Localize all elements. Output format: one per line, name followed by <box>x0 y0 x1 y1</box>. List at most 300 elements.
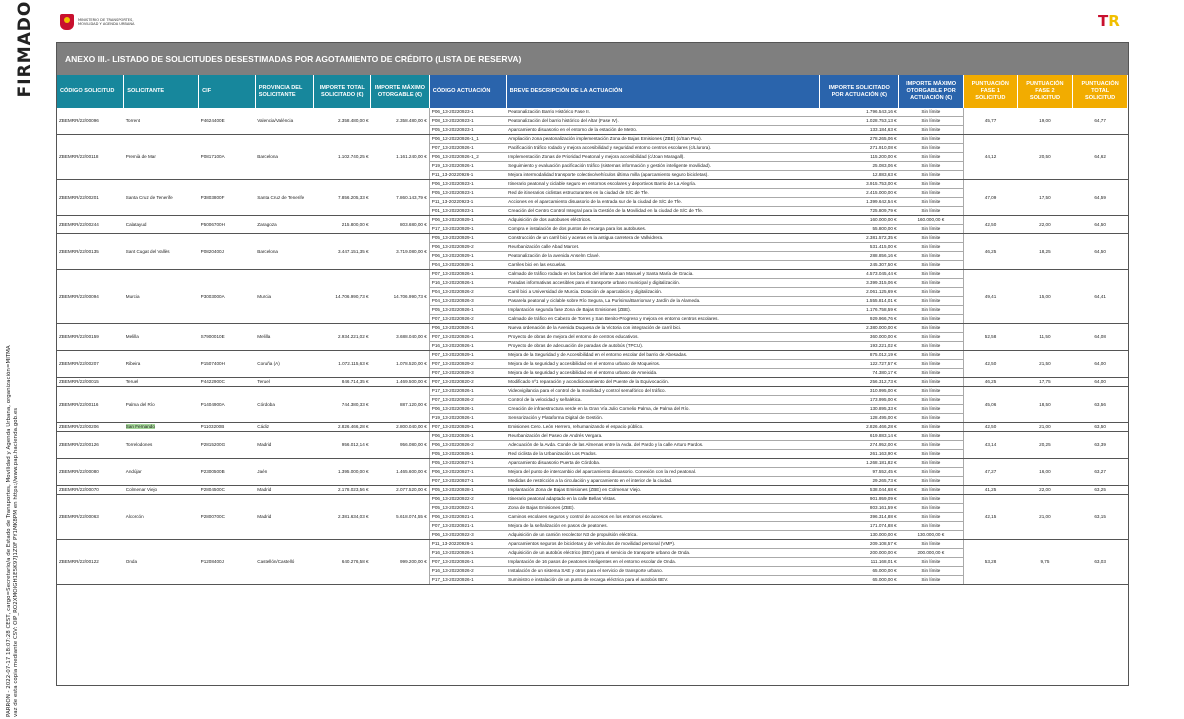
action-max-amount: Sin límite <box>899 450 964 459</box>
action-description: Pasarela peatonal y ciclable sobre Río Segura, La Purísima/Barriomar y Jardín de la Alameda. <box>506 297 820 306</box>
action-code: P05_13-20220923-1 <box>429 126 506 135</box>
action-description: Adecuación de la Avda. Conde de las Almenas entre la Avda. del Pardo y la calle Arturo Pardos. <box>506 441 820 450</box>
col-header: BREVE DESCRIPCIÓN DE LA ACTUACIÓN <box>506 75 820 108</box>
total-requested: 3.447.151,35 € <box>314 234 371 270</box>
action-description: Suministro e instalación de un punto de recarga eléctrica para el autobús BEV. <box>506 576 820 585</box>
score-total: 64,08 <box>1073 324 1128 351</box>
action-description: Adquisición de un camión recolector N3 de propulsión eléctrica. <box>506 531 820 540</box>
score-total: 64,77 <box>1073 108 1128 135</box>
action-requested-amount: 128.495,00 € <box>820 414 899 423</box>
action-max-amount: Sin límite <box>899 558 964 567</box>
action-code: P07_13-20220921-1 <box>429 522 506 531</box>
total-requested: 215.800,00 € <box>314 216 371 234</box>
col-header: PUNTUACIÓN TOTAL SOLICITUD <box>1073 75 1128 108</box>
action-max-amount: Sin límite <box>899 135 964 144</box>
action-code: P05_13-20220926-1 <box>429 450 506 459</box>
action-code: P05_13-20220922-1 <box>429 504 506 513</box>
action-code: P17_13-20220926-1 <box>429 387 506 396</box>
table-row <box>57 270 1128 279</box>
score-phase-1: 46,25 <box>963 378 1017 387</box>
score-phase-2: 20,25 <box>1017 432 1073 459</box>
action-max-amount: Sin límite <box>899 180 964 189</box>
total-requested: 640.276,58 € <box>314 540 371 585</box>
action-code: P05_13-20220929-1 <box>429 234 506 243</box>
action-code: P07_13-20220926-2 <box>429 396 506 405</box>
request-code: ZBEMRR/22/00118 <box>57 135 124 180</box>
action-max-amount: Sin límite <box>899 261 964 270</box>
table-row <box>57 423 1128 432</box>
applicant: Teruel <box>124 378 199 387</box>
action-requested-amount: 173.995,00 € <box>820 396 899 405</box>
ministry-name: MINISTERIO DE TRANSPORTES, MOVILIDAD Y AGENDA URBANA <box>78 18 135 26</box>
applicant: Onda <box>124 540 199 585</box>
action-max-amount: Sin límite <box>899 360 964 369</box>
cif: P4422900C <box>199 378 256 387</box>
cif: P0817100A <box>199 135 256 180</box>
action-max-amount: Sin límite <box>899 315 964 324</box>
request-code: ZBEMRR/22/00080 <box>57 459 124 486</box>
request-code: ZBEMRR/22/00126 <box>57 432 124 459</box>
action-requested-amount: 200.000,00 € <box>820 549 899 558</box>
col-header: IMPORTE TOTAL SOLICITADO (€) <box>314 75 371 108</box>
action-requested-amount: 929.966,76 € <box>820 315 899 324</box>
score-phase-1: 42,50 <box>963 351 1017 378</box>
table-row <box>57 180 1128 189</box>
action-code: P07_13-20220929-2 <box>429 360 506 369</box>
max-grantable: 3.719.080,00 € <box>371 234 430 270</box>
action-code: P06_12-20220926-1_1 <box>429 135 506 144</box>
action-description: Aparcamiento disuasorio en el entorno de la estación de Metro. <box>506 126 820 135</box>
action-requested-amount: 171.074,88 € <box>820 522 899 531</box>
action-max-amount: Sin límite <box>899 495 964 504</box>
recovery-plan-logo: TR <box>1098 12 1120 30</box>
action-description: Adquisición de dos autobuses eléctricos. <box>506 216 820 225</box>
cif: P2800700C <box>199 495 256 540</box>
action-max-amount: Sin límite <box>899 387 964 396</box>
action-code: P06_13-20220923-1 <box>429 108 506 117</box>
action-code: P07_13-20220929-1 <box>429 351 506 360</box>
col-header: PROVINCIA DEL SOLICITANTE <box>255 75 314 108</box>
request-code: ZBEMRR/22/00244 <box>57 216 124 234</box>
score-phase-2: 21,50 <box>1017 351 1073 378</box>
action-requested-amount: 1.176.758,59 € <box>820 306 899 315</box>
action-max-amount: Sin límite <box>899 243 964 252</box>
action-code: P05_13-20220926-1 <box>429 306 506 315</box>
province: Barcelona <box>255 135 314 180</box>
score-phase-2: 22,00 <box>1017 486 1073 495</box>
total-requested: 2.826.466,28 € <box>314 423 371 432</box>
cif: P5006700H <box>199 216 256 234</box>
action-description: Mejora de la señalización en pasos de peatones. <box>506 522 820 531</box>
action-requested-amount: 97.552,45 € <box>820 468 899 477</box>
action-code: P04_13-20220926-2 <box>429 288 506 297</box>
cif: P1404900A <box>199 387 256 423</box>
total-requested: 1.072.115,63 € <box>314 351 371 378</box>
col-header: CIF <box>199 75 256 108</box>
action-requested-amount: 1.399.642,54 € <box>820 198 899 207</box>
action-requested-amount: 74.380,17 € <box>820 369 899 378</box>
province: Valencia/València <box>255 108 314 135</box>
total-requested: 2.358.480,00 € <box>314 108 371 135</box>
score-total: 64,00 <box>1073 351 1128 378</box>
action-max-amount: Sin límite <box>899 414 964 423</box>
action-max-amount: Sin límite <box>899 198 964 207</box>
request-code: ZBEMRR/22/00096 <box>57 108 124 135</box>
action-description: Peatonalización de la avenida Anselm Clavé. <box>506 252 820 261</box>
action-description: Modificado nº1 reparación y acondicionamiento del Puente de la Equivocación. <box>506 378 820 387</box>
action-code: P06_13-20220929-1 <box>429 216 506 225</box>
action-max-amount: Sin límite <box>899 297 964 306</box>
action-max-amount: Sin límite <box>899 513 964 522</box>
action-code: P19_13-20220926-1 <box>429 414 506 423</box>
action-max-amount: Sin límite <box>899 441 964 450</box>
action-requested-amount: 256.312,73 € <box>820 378 899 387</box>
province: Castellón/Castelló <box>255 540 314 585</box>
score-phase-2: 16,00 <box>1017 459 1073 486</box>
action-description: Implantación Zona de Bajas Emisiones (ZBE) en Colmenar Viejo. <box>506 486 820 495</box>
action-code: P17_13-20220929-1 <box>429 225 506 234</box>
action-requested-amount: 2.061.125,69 € <box>820 288 899 297</box>
col-header: IMPORTE MÁXIMO OTORGABLE (€) <box>371 75 430 108</box>
applicant <box>124 423 199 432</box>
action-description: Carril bici a Universidad de Murcia. Dotación de aparcabicis y digitalización. <box>506 288 820 297</box>
action-description: Adquisición de un autobús eléctrico (BEV) para el servicio de transporte urbano de Onda. <box>506 549 820 558</box>
action-code: P11_13-20220926-1 <box>429 540 506 549</box>
action-description: Mejora de la seguridad y accesibilidad en el entorno urbano de Moqueiros. <box>506 360 820 369</box>
request-code: ZBEMRR/22/00094 <box>57 270 124 324</box>
total-requested: 1.102.740,25 € <box>314 135 371 180</box>
action-code: P11_13-20220926-1 <box>429 171 506 180</box>
action-description: Aparcamiento disuasorio Puerta de Córdoba. <box>506 459 820 468</box>
table-row <box>57 486 1128 495</box>
action-max-amount: Sin límite <box>899 171 964 180</box>
coat-of-arms-icon <box>60 14 74 30</box>
action-requested-amount: 133.184,63 € <box>820 126 899 135</box>
score-total: 64,41 <box>1073 270 1128 324</box>
action-description: Caminos escolares seguros y control de accesos en los entornos escolares. <box>506 513 820 522</box>
score-phase-2: 20,50 <box>1017 135 1073 180</box>
action-max-amount: Sin límite <box>899 333 964 342</box>
action-description: Creación del Centro Control Integral para la Gestión de la Movilidad en la ciudad de S/C de Tfe. <box>506 207 820 216</box>
action-code: P07_13-20220927-1 <box>429 477 506 486</box>
request-code: ZBEMRR/22/00122 <box>57 540 124 585</box>
action-code: P06_13-20220921-1 <box>429 513 506 522</box>
province: Barcelona <box>255 234 314 270</box>
action-code: P06_13-20220929-2 <box>429 243 506 252</box>
max-grantable: 1.465.600,00 € <box>371 459 430 486</box>
action-requested-amount: 115.200,00 € <box>820 153 899 162</box>
action-max-amount: Sin límite <box>899 576 964 585</box>
col-header: CÓDIGO ACTUACIÓN <box>429 75 506 108</box>
action-description: Zona de Bajas Emisiones (ZBE). <box>506 504 820 513</box>
action-code: P07_13-20220926-2 <box>429 315 506 324</box>
action-max-amount: Sin límite <box>899 126 964 135</box>
score-total: 63,15 <box>1073 495 1128 540</box>
table-row <box>57 378 1128 387</box>
action-max-amount: Sin límite <box>899 270 964 279</box>
score-total: 63,27 <box>1073 459 1128 486</box>
action-requested-amount: 803.161,59 € <box>820 504 899 513</box>
action-requested-amount: 261.163,90 € <box>820 450 899 459</box>
action-code: P06_13-20220922-2 <box>429 495 506 504</box>
action-requested-amount: 12.883,63 € <box>820 171 899 180</box>
applicant: Melilla <box>124 324 199 351</box>
action-requested-amount: 396.314,88 € <box>820 513 899 522</box>
action-requested-amount: 4.573.045,44 € <box>820 270 899 279</box>
request-code: ZBEMRR/22/00015 <box>57 378 124 387</box>
applicant: Palma del Río <box>124 387 199 423</box>
table-row <box>57 540 1128 549</box>
action-requested-amount: 2.380.000,00 € <box>820 324 899 333</box>
action-max-amount: Sin límite <box>899 504 964 513</box>
action-description: Implantación segunda fase Zona de Bajas Emisiones (ZBE). <box>506 306 820 315</box>
applicant: Torrent <box>124 108 199 135</box>
action-requested-amount: 725.809,79 € <box>820 207 899 216</box>
request-code: ZBEMRR/22/00201 <box>57 180 124 216</box>
max-grantable: 2.800.040,00 € <box>371 423 430 432</box>
action-max-amount: Sin límite <box>899 234 964 243</box>
action-requested-amount: 2.826.466,28 € <box>820 423 899 432</box>
score-phase-2: 17,50 <box>1017 180 1073 216</box>
action-max-amount: Sin límite <box>899 567 964 576</box>
cif: P4624400E <box>199 108 256 135</box>
action-description: Proyecto de obras de adecuación de paradas de autobús (TPCU). <box>506 342 820 351</box>
table-row <box>57 351 1128 360</box>
action-requested-amount: 29.265,73 € <box>820 477 899 486</box>
action-requested-amount: 65.000,00 € <box>820 576 899 585</box>
action-code: P06_13-20220926-1 <box>429 324 506 333</box>
action-max-amount: Sin límite <box>899 189 964 198</box>
action-code: P05_13-20220928-1 <box>429 486 506 495</box>
max-grantable: 803.680,00 € <box>371 216 430 234</box>
score-phase-1: 41,25 <box>963 486 1017 495</box>
action-code: P05_13-20220927-1 <box>429 459 506 468</box>
score-total: 64,59 <box>1073 180 1128 216</box>
applicant: Alcorcón <box>124 495 199 540</box>
table-row <box>57 459 1128 468</box>
request-code: ZBEMRR/22/00207 <box>57 351 124 378</box>
ministry-logo <box>60 14 138 30</box>
action-description: Mejora intermodalidad transporte colectivo/vehículos última milla (aparcamiento seguro bicicletas). <box>506 171 820 180</box>
score-total: 64,50 <box>1073 216 1128 234</box>
table-row <box>57 387 1128 396</box>
action-description: Mejora de la Seguridad y de Accesibilidad en el entorno escolar del barrio de Abesadas. <box>506 351 820 360</box>
action-max-amount: Sin límite <box>899 432 964 441</box>
action-max-amount: Sin límite <box>899 405 964 414</box>
score-phase-2: 21,00 <box>1017 495 1073 540</box>
action-code: P06_13-20220922-3 <box>429 531 506 540</box>
action-requested-amount: 111.168,01 € <box>820 558 899 567</box>
action-max-amount: Sin límite <box>899 369 964 378</box>
action-code: P16_13-20220926-1 <box>429 549 506 558</box>
action-requested-amount: 274.952,00 € <box>820 441 899 450</box>
score-phase-1: 44,12 <box>963 135 1017 180</box>
total-requested: 2.381.634,03 € <box>314 495 371 540</box>
score-phase-1: 49,41 <box>963 270 1017 324</box>
cif: P3003000A <box>199 270 256 324</box>
province: Coruña (A) <box>255 351 314 378</box>
action-requested-amount: 2.381.572,35 € <box>820 234 899 243</box>
action-description: Red de itinerarios ciclistas estructurantes en la ciudad de S/C de Tfe. <box>506 189 820 198</box>
action-max-amount: Sin límite <box>899 288 964 297</box>
action-requested-amount: 130.000,00 € <box>820 531 899 540</box>
action-requested-amount: 25.083,06 € <box>820 162 899 171</box>
province: Jaén <box>255 459 314 486</box>
action-requested-amount: 193.221,02 € <box>820 342 899 351</box>
max-grantable: 956.080,00 € <box>371 432 430 459</box>
action-description: Nueva ordenación de la Avenida Duquesa de la Victoria con integración de carril bici. <box>506 324 820 333</box>
cif: P2815200G <box>199 432 256 459</box>
score-phase-2: 17,75 <box>1017 378 1073 387</box>
applicant: Premià de Mar <box>124 135 199 180</box>
score-phase-1: 46,25 <box>963 234 1017 270</box>
action-requested-amount: 65.000,00 € <box>820 567 899 576</box>
total-requested: 7.856.205,33 € <box>314 180 371 216</box>
action-description: Aparcamientos seguros de bicicletas y de vehículos de movilidad personal (VMP). <box>506 540 820 549</box>
province: Madrid <box>255 495 314 540</box>
applicant: Ribeira <box>124 351 199 378</box>
col-header: PUNTUACIÓN FASE 1 SOLICITUD <box>963 75 1017 108</box>
action-requested-amount: 1.028.753,13 € <box>820 117 899 126</box>
action-max-amount: Sin límite <box>899 342 964 351</box>
province: Santa Cruz de Tenerife <box>255 180 314 216</box>
action-requested-amount: 288.856,16 € <box>820 252 899 261</box>
action-code: P07_13-20220929-3 <box>429 369 506 378</box>
score-phase-1: 47,09 <box>963 180 1017 216</box>
action-max-amount: Sin límite <box>899 351 964 360</box>
action-requested-amount: 875.012,19 € <box>820 351 899 360</box>
score-total: 63,39 <box>1073 432 1128 459</box>
score-phase-1: 53,28 <box>963 540 1017 585</box>
score-phase-2: 15,00 <box>1017 270 1073 324</box>
action-description: Medidas de restricción a la circulación y aparcamiento en el interior de la ciudad. <box>506 477 820 486</box>
action-requested-amount: 160.000,00 € <box>820 216 899 225</box>
total-requested: 14.706.990,73 € <box>314 270 371 324</box>
score-total: 63,03 <box>1073 540 1128 585</box>
action-max-amount: Sin límite <box>899 225 964 234</box>
table-row <box>57 234 1128 243</box>
col-header: PUNTUACIÓN FASE 2 SOLICITUD <box>1017 75 1073 108</box>
score-phase-1: 47,27 <box>963 459 1017 486</box>
province: Murcia <box>255 270 314 324</box>
request-code: ZBEMRR/22/00116 <box>57 387 124 423</box>
request-code: ZBEMRR/22/00070 <box>57 486 124 495</box>
action-max-amount: Sin límite <box>899 279 964 288</box>
province: Córdoba <box>255 387 314 423</box>
action-description: Calmado de tráfico en Cabezo de Torres y San Benito-Progreso y mejora en entorno centros escolares. <box>506 315 820 324</box>
action-requested-amount: 531.415,00 € <box>820 243 899 252</box>
action-description: Red ciclista de la Urbanización Los Prados. <box>506 450 820 459</box>
action-requested-amount: 1.268.181,82 € <box>820 459 899 468</box>
table-row <box>57 324 1128 333</box>
action-description: Mejora de la seguridad y accesibilidad en el entorno urbano de Ameixida. <box>506 369 820 378</box>
action-max-amount: Sin límite <box>899 117 964 126</box>
request-code: ZBEMRR/22/00135 <box>57 234 124 270</box>
verification-line: vaz de esta copia mediante CSV: OIP_RO2XMOIGH1E5K97J1Z0F PY1MK8PM en https://www.pap.hacienda.gob.es <box>13 407 19 717</box>
request-code: ZBEMRR/22/00063 <box>57 495 124 540</box>
action-requested-amount: 278.265,06 € <box>820 135 899 144</box>
signature-stamp: FIRMADO <box>15 0 35 98</box>
total-requested: 956.012,14 € <box>314 432 371 459</box>
action-max-amount: Sin límite <box>899 486 964 495</box>
max-grantable: 1.469.500,00 € <box>371 378 430 387</box>
action-description: Peatonalización Barrio Histórico Fase II. <box>506 108 820 117</box>
province: Madrid <box>255 486 314 495</box>
action-code: P06_13-20220926-1_2 <box>429 153 506 162</box>
applicant: Torrelodones <box>124 432 199 459</box>
action-description: Itinerario peatonal adaptado en la calle Bellas Vistas. <box>506 495 820 504</box>
action-max-amount: Sin límite <box>899 522 964 531</box>
signature-verification-text <box>0 295 26 719</box>
action-max-amount: Sin límite <box>899 108 964 117</box>
score-total: 63,50 <box>1073 423 1128 432</box>
action-requested-amount: 1.555.814,01 € <box>820 297 899 306</box>
action-description: Proyecto de obras de mejora del entorno de centros educativos. <box>506 333 820 342</box>
action-requested-amount: 122.727,57 € <box>820 360 899 369</box>
action-description: Reurbanización del Paseo de Andrés Vergara. <box>506 432 820 441</box>
document-table-frame <box>56 42 1129 686</box>
max-grantable: 887.120,00 € <box>371 387 430 423</box>
action-code: P04_13-20220926-3 <box>429 297 506 306</box>
score-phase-2: 19,00 <box>1017 108 1073 135</box>
province: Madrid <box>255 432 314 459</box>
total-requested: 2.178.023,56 € <box>314 486 371 495</box>
action-code: P19_13-20220926-1 <box>429 162 506 171</box>
action-description: Calmado de tráfico rodado en los barrios del infante Juan Manuel y Santa María de Gracia. <box>506 270 820 279</box>
action-description: Implantación de 16 pasos de peatones inteligentes en el entorno escolar de Onda. <box>506 558 820 567</box>
action-requested-amount: 245.307,50 € <box>820 261 899 270</box>
action-max-amount: Sin límite <box>899 252 964 261</box>
action-code: P07_13-20220926-1 <box>429 144 506 153</box>
action-description: Pacificación tráfico rodado y mejora accesibilidad y seguridad entorno centros escolares (c/Llurora). <box>506 144 820 153</box>
action-max-amount: Sin límite <box>899 144 964 153</box>
applicant: Santa Cruz de Tenerife <box>124 180 199 216</box>
action-requested-amount: 901.959,09 € <box>820 495 899 504</box>
max-grantable: 3.688.040,00 € <box>371 324 430 351</box>
province: Teruel <box>255 378 314 387</box>
score-phase-1: 43,14 <box>963 432 1017 459</box>
action-max-amount: Sin límite <box>899 396 964 405</box>
action-max-amount: 200.000,00 € <box>899 549 964 558</box>
score-phase-2: 21,00 <box>1017 423 1073 432</box>
max-grantable: 7.860.143,79 € <box>371 180 430 216</box>
action-max-amount: Sin límite <box>899 423 964 432</box>
score-phase-1: 45,77 <box>963 108 1017 135</box>
action-requested-amount: 1.796.543,16 € <box>820 108 899 117</box>
request-code: ZBEMRR/22/00159 <box>57 324 124 351</box>
action-description: Mejora del punto de intercambio del aparcamiento disuasorio. Conexión con la red peatonal. <box>506 468 820 477</box>
score-phase-2: 11,50 <box>1017 324 1073 351</box>
province: Zaragoza <box>255 216 314 234</box>
action-max-amount: Sin límite <box>899 459 964 468</box>
action-code: P06_13-20220929-1 <box>429 252 506 261</box>
col-header: SOLICITANTE <box>124 75 199 108</box>
action-description: Creación de infraestructura verde en la Gran Vía Julio Cornelio Palma, de Palma del Río. <box>506 405 820 414</box>
action-code: P06_13-20220926-1 <box>429 405 506 414</box>
cif: P1103200B <box>199 423 256 432</box>
score-phase-2: 9,75 <box>1017 540 1073 585</box>
action-max-amount: Sin límite <box>899 153 964 162</box>
table-row <box>57 432 1128 441</box>
action-description: Construcción de un carril bici y aceras en la antigua carretera de Vallvidrera. <box>506 234 820 243</box>
applicant: Calatayud <box>124 216 199 234</box>
action-requested-amount: 130.895,33 € <box>820 405 899 414</box>
action-code: P08_13-20220923-1 <box>429 117 506 126</box>
action-max-amount: Sin límite <box>899 540 964 549</box>
action-code: P16_13-20220926-2 <box>429 567 506 576</box>
action-code: P16_13-20220926-1 <box>429 279 506 288</box>
action-code: P07_13-20220926-1 <box>429 270 506 279</box>
